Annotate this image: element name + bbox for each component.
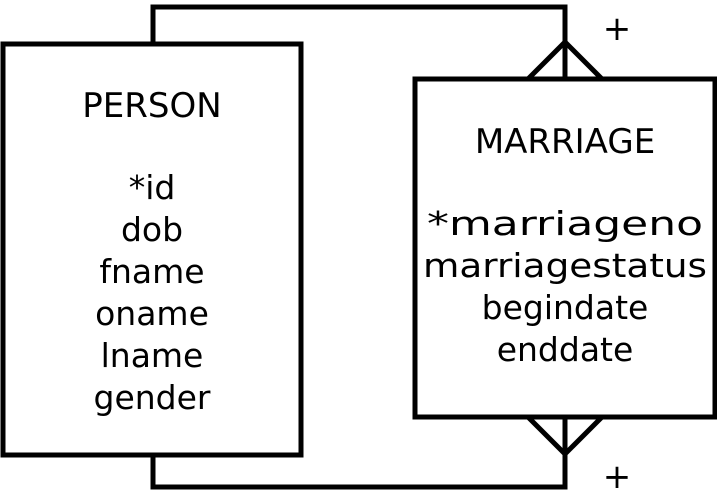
person-attribute: *id: [128, 168, 176, 207]
person-attribute: lname: [100, 336, 204, 375]
entity-person[interactable]: [3, 44, 301, 455]
relationship-top-marker: +: [602, 9, 632, 49]
relationship-bottom-marker: +: [602, 457, 632, 497]
person-attribute: dob: [120, 210, 184, 249]
person-attribute: fname: [99, 252, 205, 291]
marriage-attribute: *marriageno: [427, 204, 703, 243]
entity-marriage-title: MARRIAGE: [474, 122, 656, 162]
marriage-attribute: enddate: [496, 330, 634, 369]
person-attribute: oname: [95, 294, 209, 333]
entity-person-title: PERSON: [82, 86, 222, 126]
marriage-attribute: marriagestatus: [423, 246, 707, 285]
person-attribute: gender: [93, 378, 211, 417]
marriage-attribute: begindate: [481, 288, 649, 327]
entity-marriage[interactable]: [415, 79, 715, 417]
